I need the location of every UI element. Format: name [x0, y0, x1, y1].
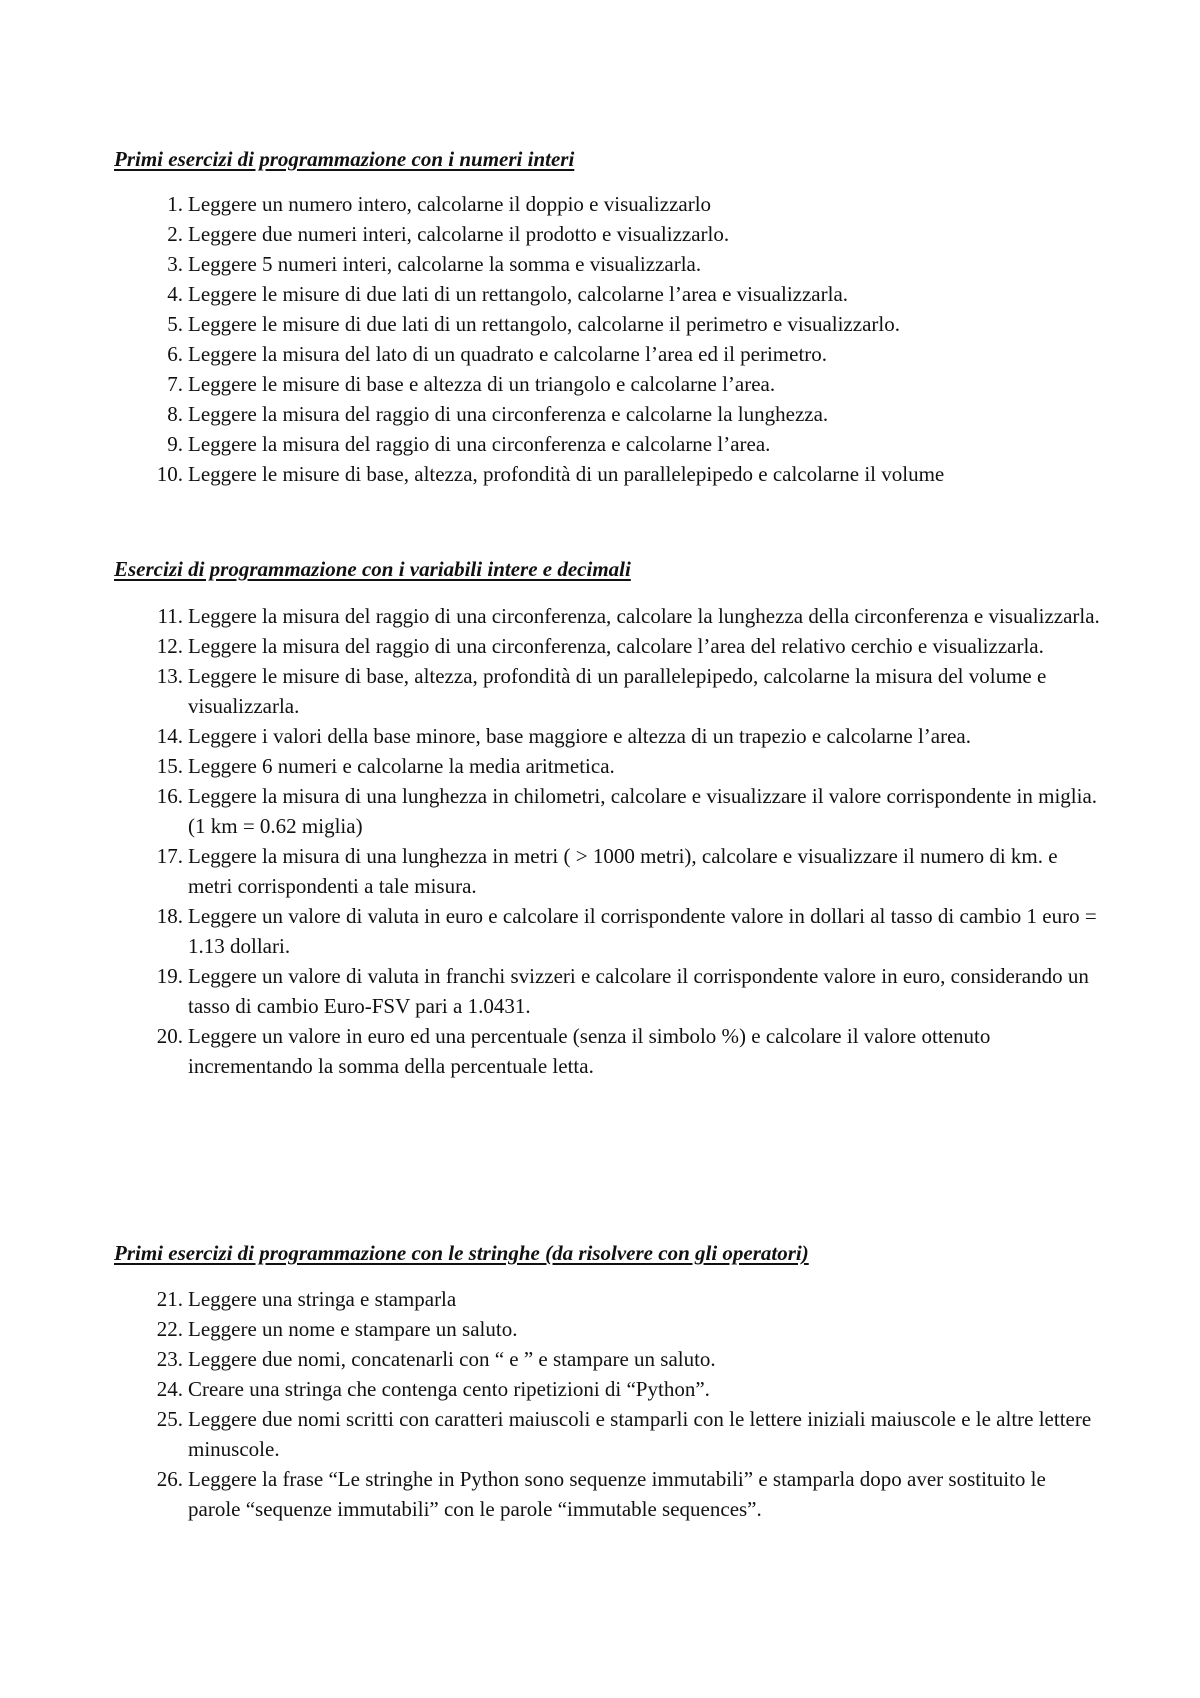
list-item — [0, 1284, 1100, 1314]
item-number: 20. — [156, 1024, 183, 1048]
item-number: 14. — [156, 724, 183, 748]
item-number: 26. — [156, 1467, 183, 1491]
item-text: Leggere un valore di valuta in franchi svizzeri e calcolare il corrispondente valore in euro, considerando un tasso di cambio Euro-FSV pari a 1.0431. — [188, 964, 1089, 1018]
item-number: 7. — [167, 372, 183, 396]
item-text: Leggere un valore in euro ed una percentuale (senza il simbolo %) e calcolare il valore ottenuto incrementando la somma della percentuale letta. — [188, 1024, 991, 1078]
list-item — [0, 459, 1100, 489]
item-text: Leggere le misure di due lati di un rettangolo, calcolarne l’area e visualizzarla. — [188, 282, 849, 306]
item-text: Leggere le misure di base e altezza di un triangolo e calcolarne l’area. — [188, 372, 776, 396]
list-item — [0, 901, 1100, 961]
item-text: Leggere la misura del lato di un quadrato e calcolarne l’area ed il perimetro. — [188, 342, 828, 366]
list-item — [0, 601, 1100, 631]
list-item — [0, 781, 1100, 841]
list-item — [0, 1464, 1100, 1524]
list-item — [0, 751, 1100, 781]
list-item — [0, 279, 1100, 309]
list-item — [0, 1344, 1100, 1374]
item-number: 6. — [167, 342, 183, 366]
item-text: Leggere un nome e stampare un saluto. — [188, 1317, 518, 1341]
list-item — [0, 661, 1100, 721]
item-text: Leggere un valore di valuta in euro e calcolare il corrispondente valore in dollari al tasso di cambio 1 euro = 1.13 dollari. — [188, 904, 1097, 958]
item-number: 23. — [156, 1347, 183, 1371]
list-item — [0, 1314, 1100, 1344]
section-heading: Primi esercizi di programmazione con le stringhe (da risolvere con gli operatori) — [114, 1241, 809, 1265]
list-item — [0, 189, 1100, 219]
list-item — [0, 339, 1100, 369]
exercise-list — [0, 189, 1100, 489]
item-number: 11. — [157, 604, 183, 628]
section-heading: Primi esercizi di programmazione con i numeri interi — [114, 147, 575, 171]
item-number: 2. — [167, 222, 183, 246]
item-number: 17. — [156, 844, 183, 868]
list-item — [0, 1021, 1100, 1081]
list-item — [0, 429, 1100, 459]
list-item — [0, 841, 1100, 901]
list-item — [0, 631, 1100, 661]
item-text: Leggere la misura del raggio di una circonferenza e calcolarne l’area. — [188, 432, 771, 456]
item-number: 13. — [156, 664, 183, 688]
item-text: Leggere due numeri interi, calcolarne il prodotto e visualizzarlo. — [188, 222, 730, 246]
item-number: 22. — [156, 1317, 183, 1341]
item-text: Leggere i valori della base minore, base maggiore e altezza di un trapezio e calcolarne l’area. — [188, 724, 971, 748]
item-number: 19. — [156, 964, 183, 988]
item-number: 8. — [167, 402, 183, 426]
list-item — [0, 399, 1100, 429]
item-number: 12. — [156, 634, 183, 658]
item-number: 24. — [156, 1377, 183, 1401]
list-item — [0, 249, 1100, 279]
item-text: Leggere la misura del raggio di una circonferenza e calcolarne la lunghezza. — [188, 402, 829, 426]
item-number: 4. — [167, 282, 183, 306]
list-item — [0, 1374, 1100, 1404]
list-item — [0, 1404, 1100, 1464]
item-number: 9. — [167, 432, 183, 456]
list-item — [0, 721, 1100, 751]
item-number: 10. — [156, 462, 183, 486]
item-text: Leggere le misure di base, altezza, profondità di un parallelepipedo e calcolarne il volume — [188, 462, 945, 486]
item-text: Leggere una stringa e stamparla — [188, 1287, 457, 1311]
exercise-list — [0, 1284, 1100, 1524]
item-number: 3. — [167, 252, 183, 276]
list-item — [0, 961, 1100, 1021]
item-number: 15. — [156, 754, 183, 778]
item-text: Leggere la misura del raggio di una circonferenza, calcolare la lunghezza della circonferenza e visualizzarla. — [188, 604, 1100, 628]
item-text: Leggere due nomi, concatenarli con “ e ” e stampare un saluto. — [188, 1347, 716, 1371]
item-text: Leggere le misure di due lati di un rettangolo, calcolarne il perimetro e visualizzarlo. — [188, 312, 900, 336]
item-number: 18. — [156, 904, 183, 928]
item-text: Leggere un numero intero, calcolarne il doppio e visualizzarlo — [188, 192, 712, 216]
item-text: Leggere due nomi scritti con caratteri maiuscoli e stamparli con le lettere iniziali maiuscole e le altre lettere minuscole. — [188, 1407, 1092, 1461]
item-text: Creare una stringa che contenga cento ripetizioni di “Python”. — [188, 1377, 710, 1401]
section-heading: Esercizi di programmazione con i variabili intere e decimali — [114, 557, 631, 581]
item-text: Leggere le misure di base, altezza, profondità di un parallelepipedo, calcolarne la misura del volume e visualizzarla. — [188, 664, 1047, 718]
item-text: Leggere la frase “Le stringhe in Python sono sequenze immutabili” e stamparla dopo aver sostituito le parole “sequenze immutabili” con le parole “immutable sequences”. — [188, 1467, 1046, 1521]
list-item — [0, 309, 1100, 339]
item-number: 5. — [167, 312, 183, 336]
item-text: Leggere la misura di una lunghezza in chilometri, calcolare e visualizzare il valore corrispondente in miglia. (1 km = 0.62 miglia) — [188, 784, 1098, 838]
exercise-list — [0, 601, 1100, 1081]
item-number: 16. — [156, 784, 183, 808]
item-number: 1. — [167, 192, 183, 216]
item-text: Leggere 6 numeri e calcolarne la media aritmetica. — [188, 754, 615, 778]
item-number: 21. — [156, 1287, 183, 1311]
list-item — [0, 369, 1100, 399]
item-text: Leggere la misura di una lunghezza in metri ( > 1000 metri), calcolare e visualizzare il numero di km. e metri corrispondenti a tale misura. — [188, 844, 1058, 898]
item-text: Leggere la misura del raggio di una circonferenza, calcolare l’area del relativo cerchio e visualizzarla. — [188, 634, 1044, 658]
list-item — [0, 219, 1100, 249]
item-number: 25. — [156, 1407, 183, 1431]
item-text: Leggere 5 numeri interi, calcolarne la somma e visualizzarla. — [188, 252, 702, 276]
